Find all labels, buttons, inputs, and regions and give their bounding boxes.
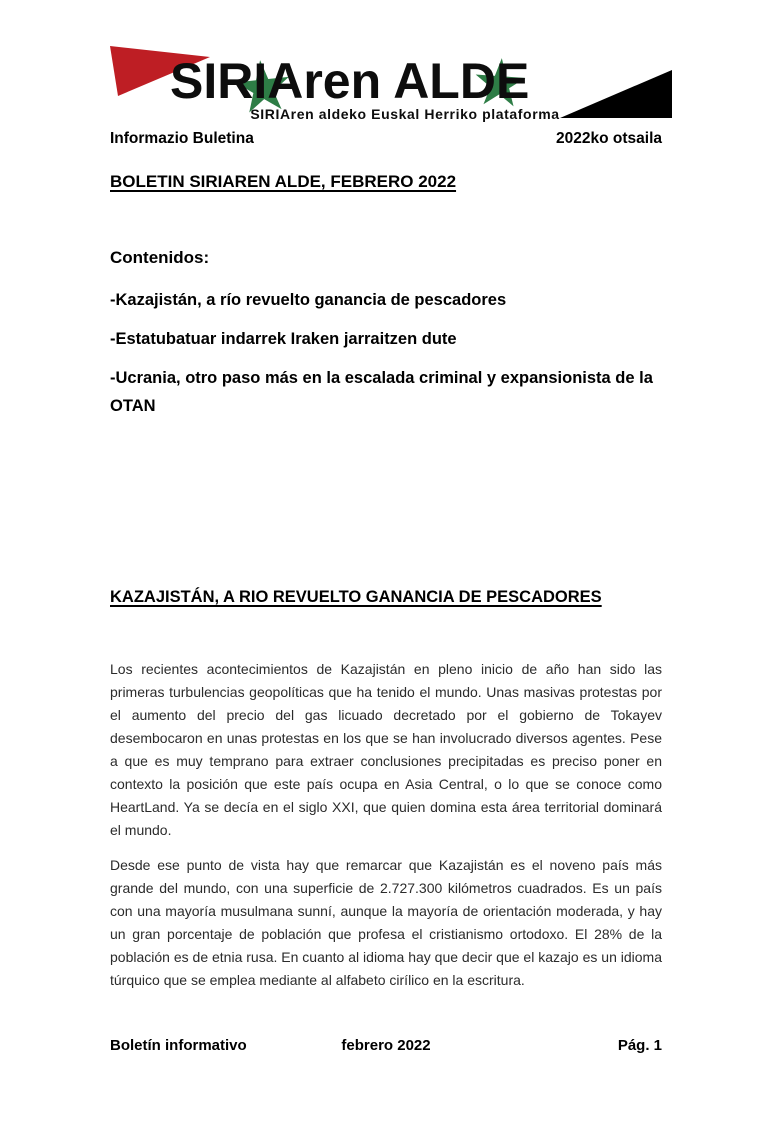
paragraph: Desde ese punto de vista hay que remarcar que Kazajistán es el noveno país más grande del mundo, con una superficie de 2.727.300 kilómetros cuadrados. Es un país con una mayoría musulmana sunní, aunque la mayoría de orientación moderada, y hay un gran porcentaje de población que profesa el cristianismo ortodoxo. El 28% de la población es de etnia rusa. En cuanto al idioma hay que decir que el kazajo es un idioma túrquico que se emplea mediante al alfabeto cirílico en la escritura.: [110, 857, 662, 988]
header-left-label: Informazio Buletina: [110, 130, 254, 147]
footer-page-number: Pág. 1: [617, 1037, 662, 1054]
bulletin-title: BOLETIN SIRIAREN ALDE, FEBRERO 2022: [110, 172, 457, 191]
toc-item: -Ucrania, otro paso más en la escalada criminal y expansionista de la OTAN: [110, 369, 653, 415]
logo-title: SIRIAren ALDE: [170, 53, 530, 109]
logo: [110, 44, 670, 130]
header-right-date: 2022ko otsaila: [556, 130, 662, 147]
article-body: [110, 658, 662, 1004]
paragraph: Los recientes acontecimientos de Kazajistán en pleno inicio de año han sido las primeras turbulencias geopolíticas que ha tenido el mundo. Unas masivas protestas por el aumento del precio del gas licuado decretado por el gobierno de Tokayev desembocaron en unas protestas en los que se han involucrado diversos agentes. Pese a que es muy temprano para extraer conclusiones precipitadas es preciso poner en contexto la posición que este país ocupa en Asia Central, o lo que se conoce como HeartLand. Ya se decía en el siglo XXI, que quien domina esta área territorial dominará el mundo.: [110, 661, 662, 838]
contents-label: Contenidos:: [110, 248, 210, 267]
table-of-contents: [110, 286, 668, 431]
footer-left-label: Boletín informativo: [110, 1037, 247, 1054]
toc-item: -Estatubatuar indarrek Iraken jarraitzen dute: [110, 330, 457, 348]
header-row: [110, 130, 662, 148]
toc-item: -Kazajistán, a río revuelto ganancia de pescadores: [110, 291, 507, 309]
footer-center-date: febrero 2022: [341, 1037, 431, 1054]
page-footer: [110, 1037, 662, 1054]
logo-subtitle: SIRIAren aldeko Euskal Herriko plataforma: [250, 106, 560, 122]
section-heading: KAZAJISTÁN, A RIO REVUELTO GANANCIA DE PESCADORES: [110, 588, 602, 606]
